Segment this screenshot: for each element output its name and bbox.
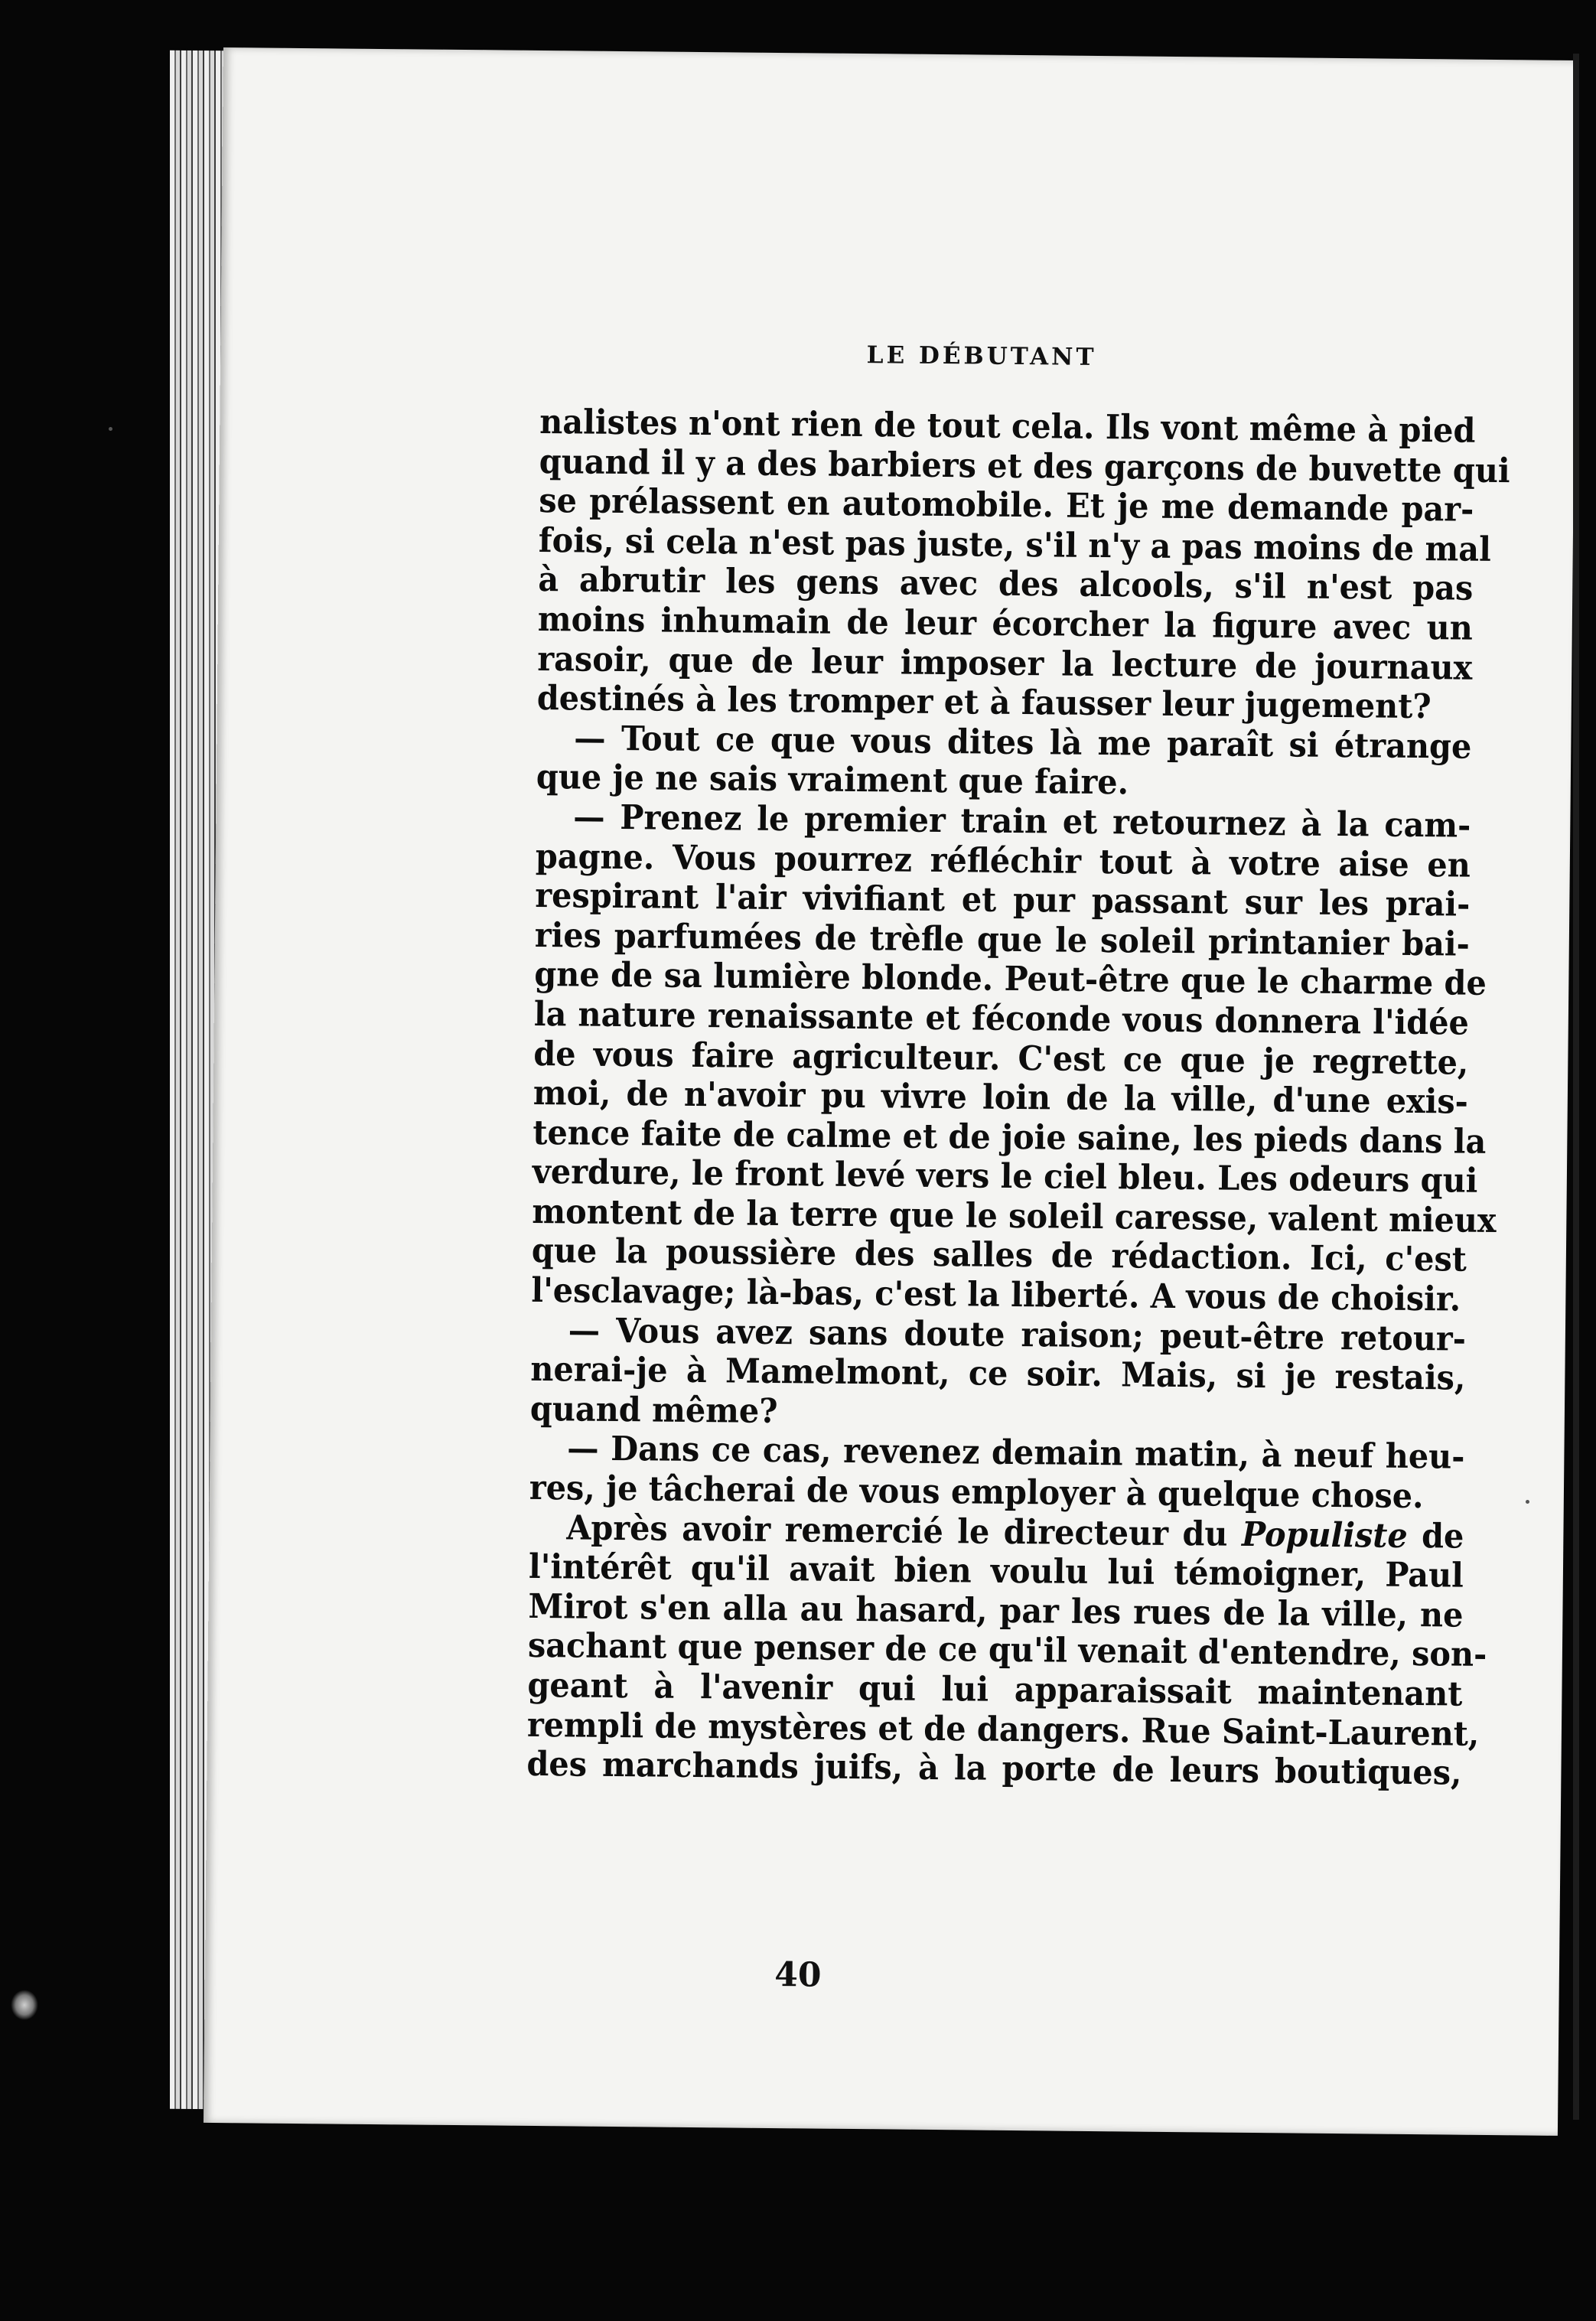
text-line: tence faite de calme et de joie saine, les pieds dans la	[533, 1113, 1487, 1162]
text-line: fois, si cela n'est pas juste, s'il n'y a pas moins de mal	[538, 520, 1492, 569]
text-line: — Dans ce cas, revenez demain matin, à neuf heu-	[567, 1429, 1465, 1478]
text-line: geant à l'avenir qui lui apparaissait maintenant	[527, 1665, 1463, 1714]
scan-smudge	[11, 1990, 38, 2020]
text-line: sachant que penser de ce qu'il venait d'entendre, son-	[527, 1626, 1487, 1675]
text-line: montent de la terre que le soleil caresse, valent mieux	[532, 1191, 1497, 1240]
text-line: nalistes n'ont rien de tout cela. Ils vont même à pied	[539, 402, 1476, 451]
text-line: ries parfumées de trèfle que le soleil printanier bai-	[534, 915, 1471, 964]
text-line: quand même?	[529, 1389, 778, 1431]
text-line: moins inhumain de leur écorcher la figure avec un	[537, 599, 1474, 648]
text-line: que je ne sais vraiment que faire.	[536, 758, 1129, 803]
text-line: rempli de mystères et de dangers. Rue Saint-Laurent,	[526, 1705, 1480, 1754]
text-line: pagne. Vous pourrez réfléchir tout à votre aise en	[535, 836, 1471, 885]
text-line: res, je tâcherai de vous employer à quelque chose.	[529, 1468, 1424, 1517]
running-head	[220, 335, 1575, 376]
text-line: moi, de n'avoir pu vivre loin de la ville, d'une exis-	[533, 1074, 1469, 1122]
text-line: destinés à les tromper et à fausser leur jugement?	[536, 679, 1432, 727]
text-line: des marchands juifs, à la porte de leurs boutiques,	[526, 1745, 1462, 1793]
running-head-text: LE DÉBUTANT	[866, 341, 1097, 371]
periodical-title: Populiste	[1241, 1514, 1408, 1556]
text-line: nerai-je à Mamelmont, ce soir. Mais, si je restais,	[530, 1350, 1466, 1398]
text-line: la nature renaissante et féconde vous donnera l'idée	[533, 994, 1470, 1043]
scan-speck	[109, 427, 112, 431]
page-number-text: 40	[774, 1955, 822, 1995]
text-line: gne de sa lumière blonde. Peut-être que le charme de	[534, 955, 1487, 1004]
text-line: l'intérêt qu'il avait bien voulu lui témoigner, Paul	[528, 1547, 1464, 1596]
scan-speck	[1526, 1500, 1529, 1504]
text-line: — Vous avez sans doute raison; peut-être retour-	[568, 1311, 1467, 1359]
text-line: — Tout ce que vous dites là me paraît si étrange	[573, 719, 1472, 767]
text-line: se prélassent en automobile. Et je me demande par-	[539, 481, 1474, 530]
page-number	[205, 1950, 1559, 2002]
text-line: que la poussière des salles de rédaction. Ici, c'est	[531, 1231, 1467, 1280]
text-line: Mirot s'en alla au hasard, par les rues de la ville, ne	[528, 1586, 1464, 1635]
book-page	[204, 47, 1578, 2136]
text-line: quand il y a des barbiers et des garçons de buvette qui	[539, 442, 1510, 491]
text-line: de vous faire agriculteur. C'est ce que je regrette,	[533, 1034, 1469, 1083]
body-text	[526, 403, 1534, 1794]
text-line: rasoir, que de leur imposer la lecture de journaux	[537, 639, 1473, 688]
text-line: à abrutir les gens avec des alcools, s'il n'est pas	[538, 560, 1474, 609]
page-shadow-edge	[1573, 54, 1579, 2120]
text-line: verdure, le front levé vers le ciel bleu. Les odeurs qui	[532, 1152, 1478, 1201]
text-line: Après avoir remercié le directeur du Populiste de	[566, 1508, 1464, 1557]
text-line: respirant l'air vivifiant et pur passant sur les prai-	[535, 876, 1471, 924]
text-line: — Prenez le premier train et retournez à la cam-	[573, 797, 1471, 846]
text-line: l'esclavage; là-bas, c'est la liberté. A vous de choisir.	[531, 1271, 1461, 1319]
